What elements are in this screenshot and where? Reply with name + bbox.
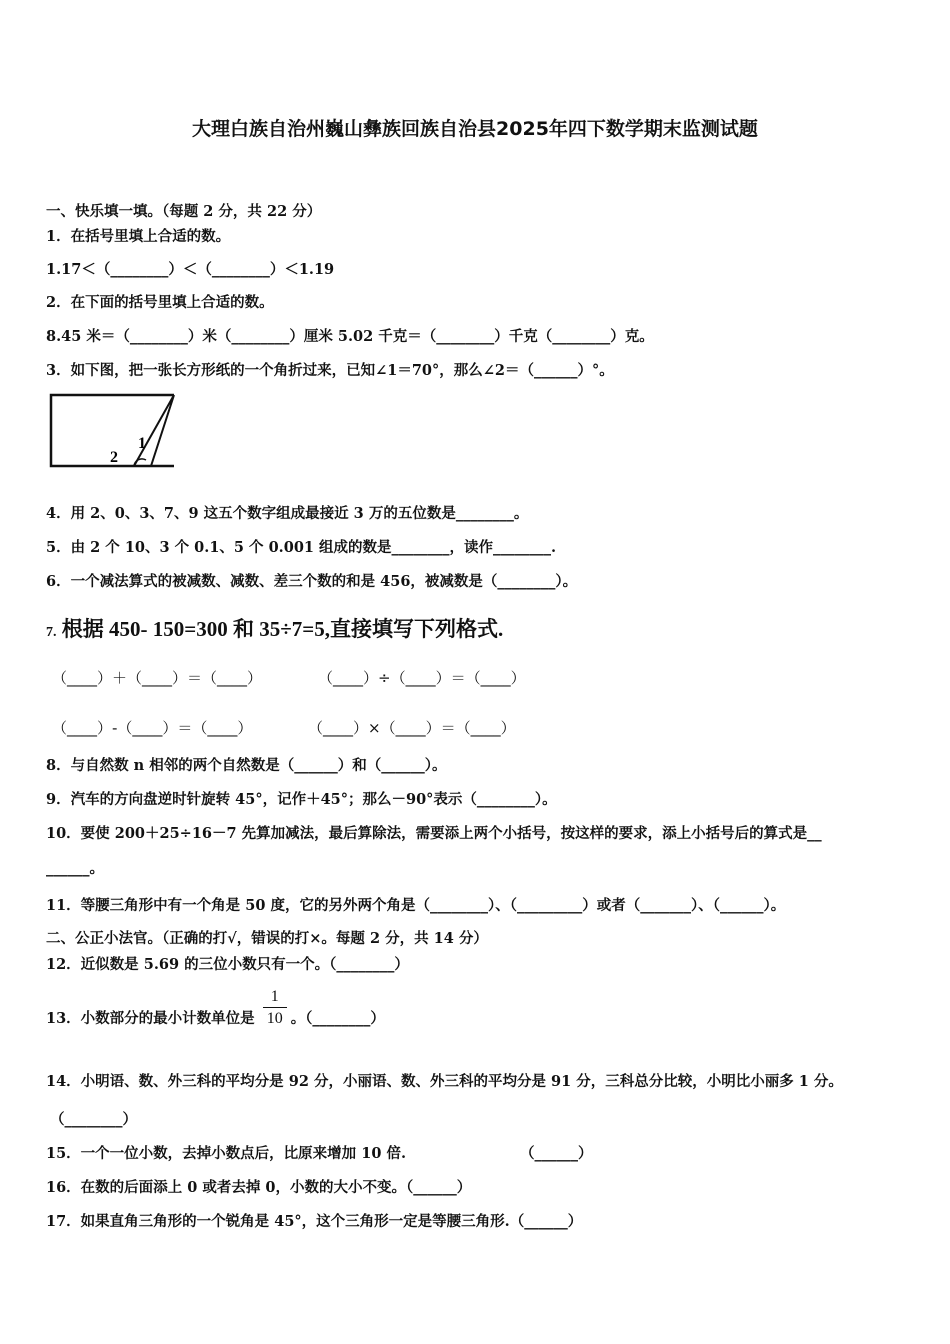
folded-paper-figure <box>46 390 181 472</box>
question-9: 9．汽车的方向盘逆时针旋转 45°，记作＋45°；那么－90°表示（________）。 <box>46 791 557 808</box>
question-5: 5．由 2 个 10、3 个 0.1、5 个 0.001 组成的数是________，读作________. <box>46 539 557 556</box>
question-13-blank: 。（________） <box>290 1010 385 1027</box>
question-16: 16．在数的后面添上 0 或者去掉 0，小数的大小不变。（______） <box>46 1179 472 1196</box>
section-2-heading: 二、公正小法官。（正确的打√，错误的打×。每题 2 分，共 14 分） <box>46 930 488 947</box>
q7-equation-subtract: （____）-（____）＝（____） <box>52 719 253 737</box>
question-14: 14．小明语、数、外三科的平均分是 92 分，小丽语、数、外三科的平均分是 91 分，三科总分比较，小明比小丽多 1 分。 <box>46 1073 843 1090</box>
question-3: 3．如下图，把一张长方形纸的一个角折过来，已知∠1＝70°，那么∠2＝（______）°。 <box>46 362 614 379</box>
question-15: 15．一个一位小数，去掉小数点后，比原来增加 10 倍. <box>46 1145 406 1162</box>
fraction-denominator: 10 <box>266 1010 283 1027</box>
question-7: 根据 450- 150=300 和 35÷7=5,直接填写下列格式. <box>61 617 504 641</box>
question-4: 4．用 2、0、3、7、9 这五个数字组成最接近 3 万的五位数是________。 <box>46 505 529 522</box>
question-2-line: 8.45 米＝（________）米（________）厘米 5.02 千克＝（________）千克（________）克。 <box>46 328 654 345</box>
q7-equation-add: （____）＋（____）＝（____） <box>52 669 263 687</box>
question-1-line: 1.17＜（________）＜（________）＜1.19 <box>46 261 335 278</box>
question-15-blank: （______） <box>520 1145 593 1162</box>
question-17: 17．如果直角三角形的一个锐角是 45°，这个三角形一定是等腰三角形.（______） <box>46 1213 583 1230</box>
question-10: 10．要使 200＋25÷16－7 先算加减法，最后算除法，需要添上两个小括号，按这样的要求，添上小括号后的算式是__ <box>46 825 822 842</box>
section-1-heading: 一、快乐填一填。（每题 2 分，共 22 分） <box>46 203 322 220</box>
question-12: 12．近似数是 5.69 的三位小数只有一个。（________） <box>46 956 409 973</box>
question-6: 6．一个减法算式的被减数、减数、差三个数的和是 456，被减数是（________）。 <box>46 573 578 590</box>
question-14-blank: （________） <box>50 1111 137 1128</box>
question-8: 8．与自然数 n 相邻的两个自然数是（______）和（______）。 <box>46 757 447 774</box>
question-7-number: 7. <box>46 625 57 640</box>
page-title: 大理白族自治州巍山彝族回族自治县2025年四下数学期末监测试题 <box>192 118 758 140</box>
question-13 <box>46 987 385 1029</box>
angle-2-label: 2 <box>110 449 118 466</box>
q7-equation-multiply: （____）×（____）＝（____） <box>308 719 516 737</box>
question-13-text: 13．小数部分的最小计数单位是 <box>46 1010 255 1027</box>
angle-1-label: 1 <box>138 435 146 452</box>
fraction-numerator: 1 <box>270 988 279 1005</box>
question-2: 2．在下面的括号里填上合适的数。 <box>46 294 274 311</box>
question-10-continued: ______。 <box>46 860 104 877</box>
q7-equation-divide: （____）÷（____）＝（____） <box>318 669 526 687</box>
question-11: 11．等腰三角形中有一个角是 50 度，它的另外两个角是（________）、（_________）或者（_______）、（______）。 <box>46 897 786 914</box>
fraction-one-tenth <box>263 987 287 1028</box>
question-1: 1．在括号里填上合适的数。 <box>46 228 231 245</box>
